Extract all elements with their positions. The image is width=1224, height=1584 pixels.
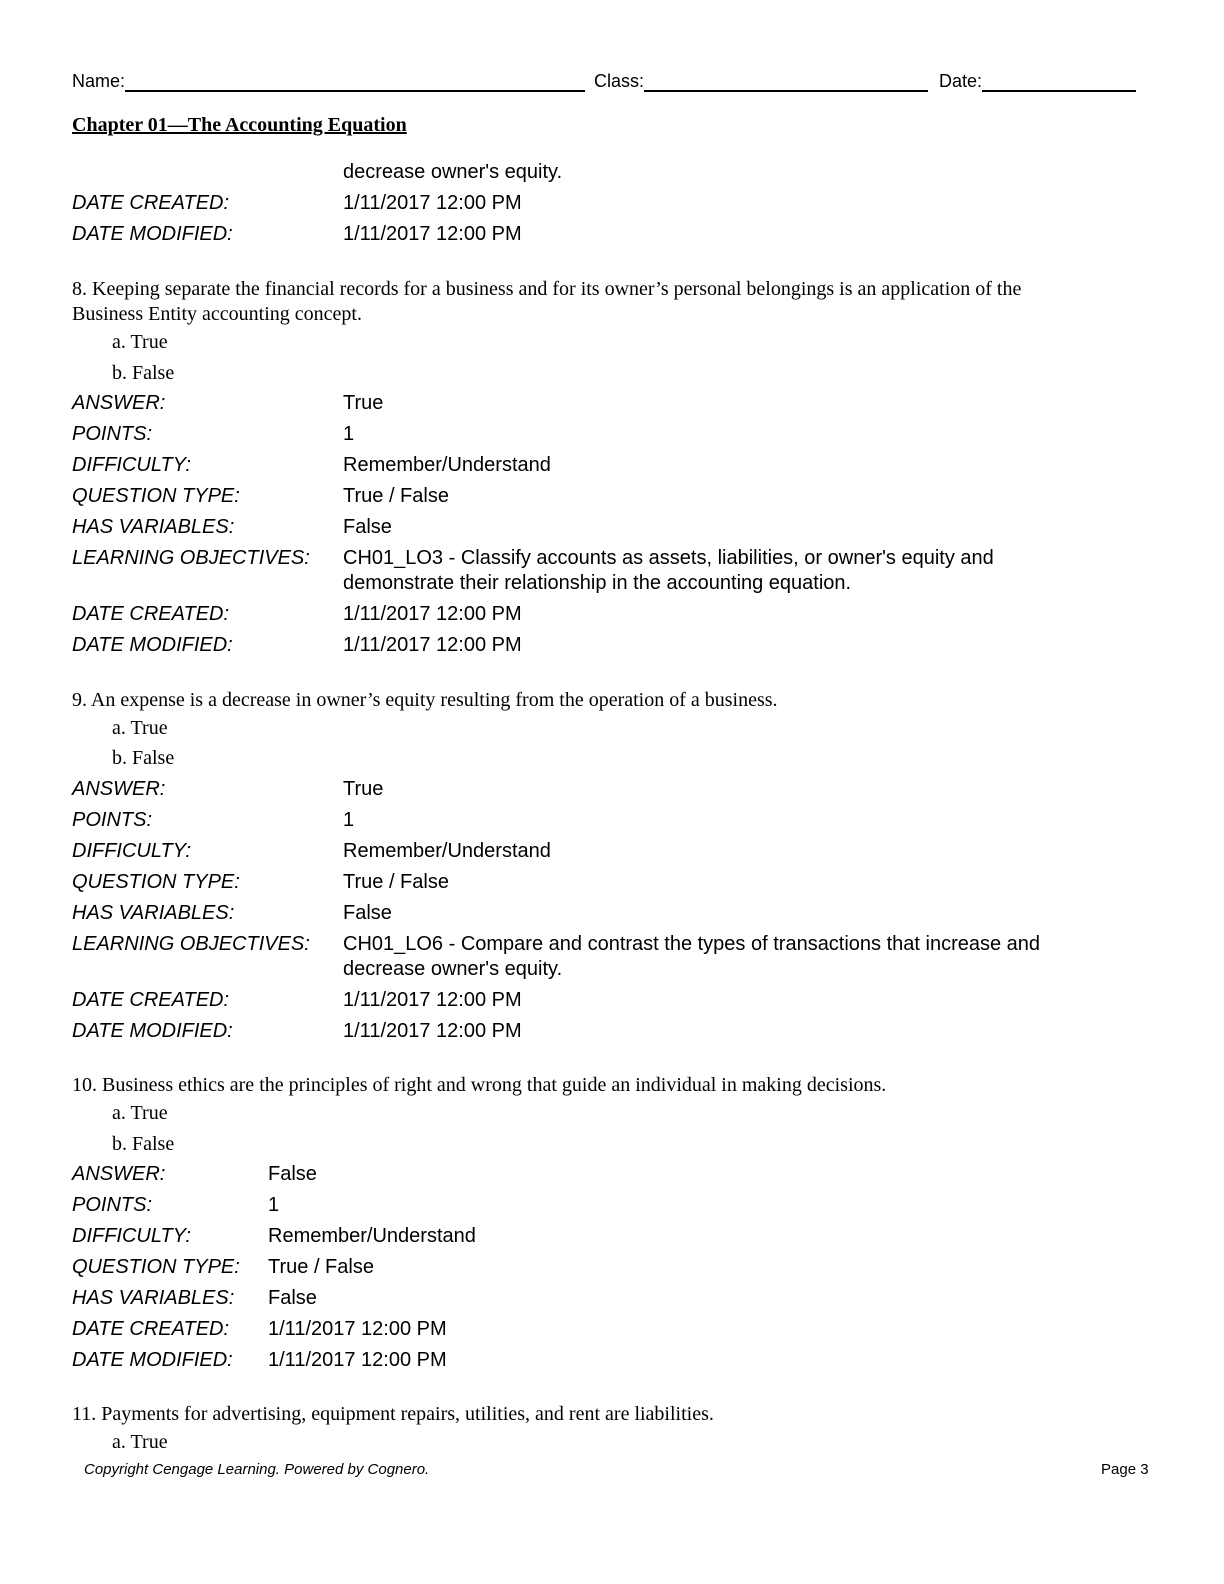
date-created-label: DATE CREATED: — [72, 1318, 230, 1340]
points-value: 1 — [343, 423, 355, 445]
date-created-value: 1/11/2017 12:00 PM — [268, 1318, 447, 1340]
option-b: b. False — [112, 362, 175, 384]
has-variables-label: HAS VARIABLES: — [72, 902, 235, 924]
learning-objectives-line1: CH01_LO3 - Classify accounts as assets, liabilities, or owner's equity and — [343, 547, 994, 569]
question-type-value: True / False — [343, 871, 449, 893]
question-text-line1: 10. Business ethics are the principles of right and wrong that guide an individual in making decisions. — [72, 1074, 887, 1096]
date-modified-label: DATE MODIFIED: — [72, 634, 233, 656]
question-type-label: QUESTION TYPE: — [72, 1256, 240, 1278]
date-field — [939, 70, 1136, 92]
date-modified-label: DATE MODIFIED: — [72, 223, 233, 245]
learning-objectives-line2: demonstrate their relationship in the accounting equation. — [343, 572, 852, 594]
learning-objectives-line2: decrease owner's equity. — [343, 958, 563, 980]
date-modified-value: 1/11/2017 12:00 PM — [343, 634, 522, 656]
difficulty-value: Remember/Understand — [343, 840, 551, 862]
class-label: Class: — [594, 71, 645, 91]
points-value: 1 — [343, 809, 355, 831]
has-variables-value: False — [343, 516, 392, 538]
option-a: a. True — [112, 717, 168, 739]
class-field — [594, 70, 928, 92]
date-created-label: DATE CREATED: — [72, 989, 230, 1011]
date-created-label: DATE CREATED: — [72, 603, 230, 625]
date-modified-value: 1/11/2017 12:00 PM — [268, 1349, 447, 1371]
learning-objectives-label: LEARNING OBJECTIVES: — [72, 547, 310, 569]
date-created-value: 1/11/2017 12:00 PM — [343, 989, 522, 1011]
question-type-value: True / False — [343, 485, 449, 507]
name-line — [125, 70, 585, 92]
answer-label: ANSWER: — [72, 392, 166, 414]
question-text-line1: 9. An expense is a decrease in owner’s equity resulting from the operation of a business. — [72, 689, 778, 711]
question-type-label: QUESTION TYPE: — [72, 485, 240, 507]
date-modified-value: 1/11/2017 12:00 PM — [343, 1020, 522, 1042]
footer-copyright: Copyright Cengage Learning. Powered by Cognero. — [84, 1461, 430, 1478]
points-value: 1 — [268, 1194, 280, 1216]
date-modified-value: 1/11/2017 12:00 PM — [343, 223, 522, 245]
date-created-label: DATE CREATED: — [72, 192, 230, 214]
date-label: Date: — [939, 71, 983, 91]
question-text-line1: 11. Payments for advertising, equipment repairs, utilities, and rent are liabilities. — [72, 1403, 714, 1425]
option-a: a. True — [112, 1102, 168, 1124]
has-variables-value: False — [268, 1287, 317, 1309]
learning-objectives-line1: CH01_LO6 - Compare and contrast the types of transactions that increase and — [343, 933, 1041, 955]
has-variables-label: HAS VARIABLES: — [72, 516, 235, 538]
name-label: Name: — [72, 71, 126, 91]
question-text-line2: Business Entity accounting concept. — [72, 303, 362, 325]
footer-page-number: Page 3 — [1101, 1461, 1149, 1478]
answer-value: True — [343, 778, 384, 800]
option-b: b. False — [112, 1133, 175, 1155]
class-line — [644, 70, 928, 92]
date-modified-label: DATE MODIFIED: — [72, 1349, 233, 1371]
difficulty-label: DIFFICULTY: — [72, 840, 191, 862]
date-line — [982, 70, 1136, 92]
option-b: b. False — [112, 747, 175, 769]
header-row — [72, 70, 1142, 96]
date-created-value: 1/11/2017 12:00 PM — [343, 603, 522, 625]
difficulty-value: Remember/Understand — [268, 1225, 476, 1247]
points-label: POINTS: — [72, 1194, 153, 1216]
points-label: POINTS: — [72, 423, 153, 445]
difficulty-label: DIFFICULTY: — [72, 454, 191, 476]
difficulty-label: DIFFICULTY: — [72, 1225, 191, 1247]
has-variables-label: HAS VARIABLES: — [72, 1287, 235, 1309]
has-variables-value: False — [343, 902, 392, 924]
date-modified-label: DATE MODIFIED: — [72, 1020, 233, 1042]
question-text-line1: 8. Keeping separate the financial records for a business and for its owner’s personal belongings is an application of the — [72, 278, 1022, 300]
date-created-value: 1/11/2017 12:00 PM — [343, 192, 522, 214]
option-a: a. True — [112, 1431, 168, 1453]
question-type-value: True / False — [268, 1256, 374, 1278]
answer-label: ANSWER: — [72, 778, 166, 800]
learning-objectives-label: LEARNING OBJECTIVES: — [72, 933, 310, 955]
lo-continuation: decrease owner's equity. — [343, 161, 563, 183]
question-type-label: QUESTION TYPE: — [72, 871, 240, 893]
answer-value: True — [343, 392, 384, 414]
answer-label: ANSWER: — [72, 1163, 166, 1185]
chapter-title: Chapter 01—The Accounting Equation — [72, 114, 407, 136]
name-field — [72, 70, 585, 92]
difficulty-value: Remember/Understand — [343, 454, 551, 476]
option-a: a. True — [112, 331, 168, 353]
points-label: POINTS: — [72, 809, 153, 831]
answer-value: False — [268, 1163, 317, 1185]
